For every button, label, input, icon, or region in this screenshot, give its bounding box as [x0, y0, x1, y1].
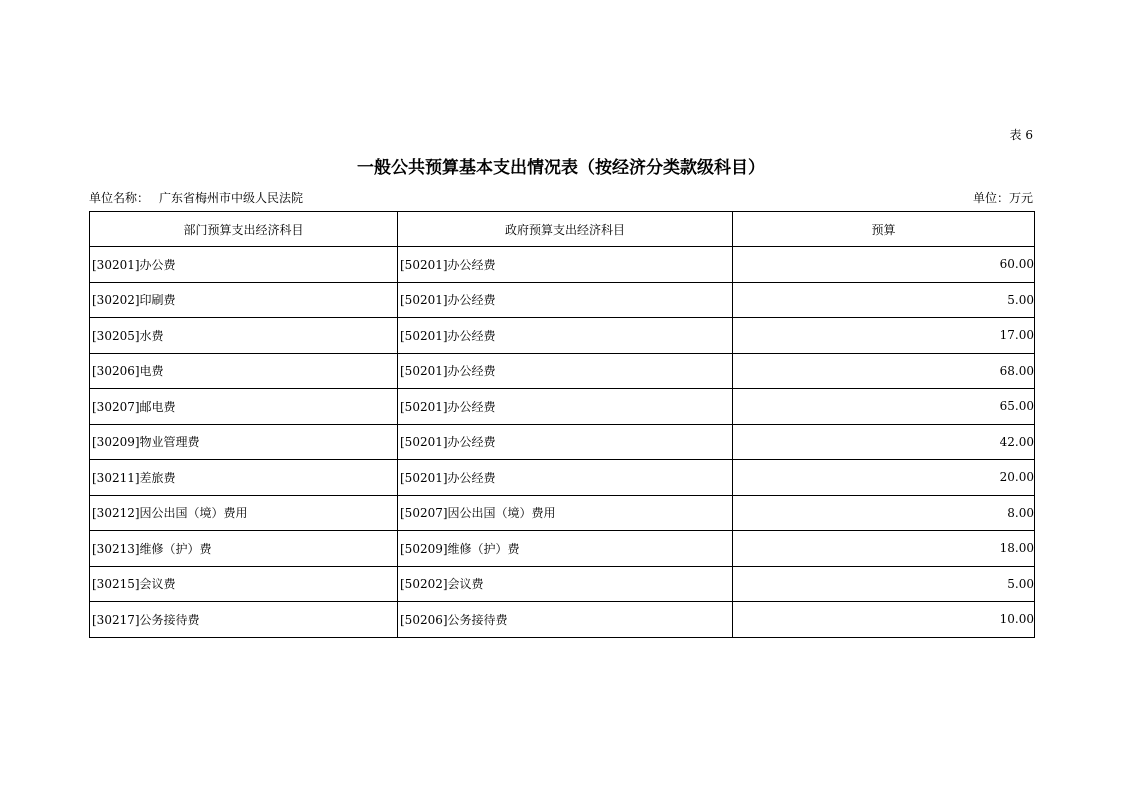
dept-item-cell: [30205]水费	[90, 318, 398, 354]
table-header-row	[90, 212, 1035, 247]
dept-item-cell: [30212]因公出国（境）费用	[90, 495, 398, 531]
dept-item-cell: [30209]物业管理费	[90, 424, 398, 460]
table-number: 表 6	[1009, 128, 1033, 142]
gov-item-cell: [50201]办公经费	[398, 353, 733, 389]
amount-cell: 17.00	[733, 318, 1035, 354]
table-row	[90, 531, 1035, 567]
dept-item-cell: [30202]印刷费	[90, 282, 398, 318]
page-title: 一般公共预算基本支出情况表（按经济分类款级科目）	[357, 158, 765, 178]
unit-measure: 单位：万元	[972, 191, 1033, 205]
dept-item-cell: [30211]差旅费	[90, 460, 398, 496]
dept-item-cell: [30217]公务接待费	[90, 602, 398, 638]
amount-cell: 5.00	[733, 566, 1035, 602]
table-row	[90, 282, 1035, 318]
budget-table	[89, 211, 1035, 638]
amount-cell: 42.00	[733, 424, 1035, 460]
amount-cell: 60.00	[733, 247, 1035, 283]
gov-item-cell: [50202]会议费	[398, 566, 733, 602]
amount-cell: 5.00	[733, 282, 1035, 318]
table-row	[90, 495, 1035, 531]
dept-item-cell: [30213]维修（护）费	[90, 531, 398, 567]
amount-cell: 68.00	[733, 353, 1035, 389]
amount-cell: 65.00	[733, 389, 1035, 425]
amount-cell: 8.00	[733, 495, 1035, 531]
table-row	[90, 247, 1035, 283]
amount-cell: 18.00	[733, 531, 1035, 567]
gov-item-cell: [50209]维修（护）费	[398, 531, 733, 567]
header-gov-item: 政府预算支出经济科目	[398, 212, 733, 247]
table-row	[90, 602, 1035, 638]
gov-item-cell: [50206]公务接待费	[398, 602, 733, 638]
table-row	[90, 318, 1035, 354]
amount-cell: 20.00	[733, 460, 1035, 496]
gov-item-cell: [50201]办公经费	[398, 460, 733, 496]
gov-item-cell: [50201]办公经费	[398, 424, 733, 460]
dept-item-cell: [30206]电费	[90, 353, 398, 389]
dept-item-cell: [30207]邮电费	[90, 389, 398, 425]
dept-item-cell: [30201]办公费	[90, 247, 398, 283]
gov-item-cell: [50201]办公经费	[398, 247, 733, 283]
gov-item-cell: [50201]办公经费	[398, 318, 733, 354]
unit-name-value: 广东省梅州市中级人民法院	[159, 191, 304, 205]
unit-name-label: 单位名称：	[89, 191, 150, 205]
unit-info-row	[89, 189, 1033, 205]
table-row	[90, 389, 1035, 425]
dept-item-cell: [30215]会议费	[90, 566, 398, 602]
gov-item-cell: [50207]因公出国（境）费用	[398, 495, 733, 531]
table-row	[90, 566, 1035, 602]
table-row	[90, 353, 1035, 389]
table-row	[90, 460, 1035, 496]
header-dept-item: 部门预算支出经济科目	[90, 212, 398, 247]
table-row	[90, 424, 1035, 460]
gov-item-cell: [50201]办公经费	[398, 389, 733, 425]
unit-name-block	[89, 189, 303, 206]
amount-cell: 10.00	[733, 602, 1035, 638]
header-budget: 预算	[733, 212, 1035, 247]
gov-item-cell: [50201]办公经费	[398, 282, 733, 318]
